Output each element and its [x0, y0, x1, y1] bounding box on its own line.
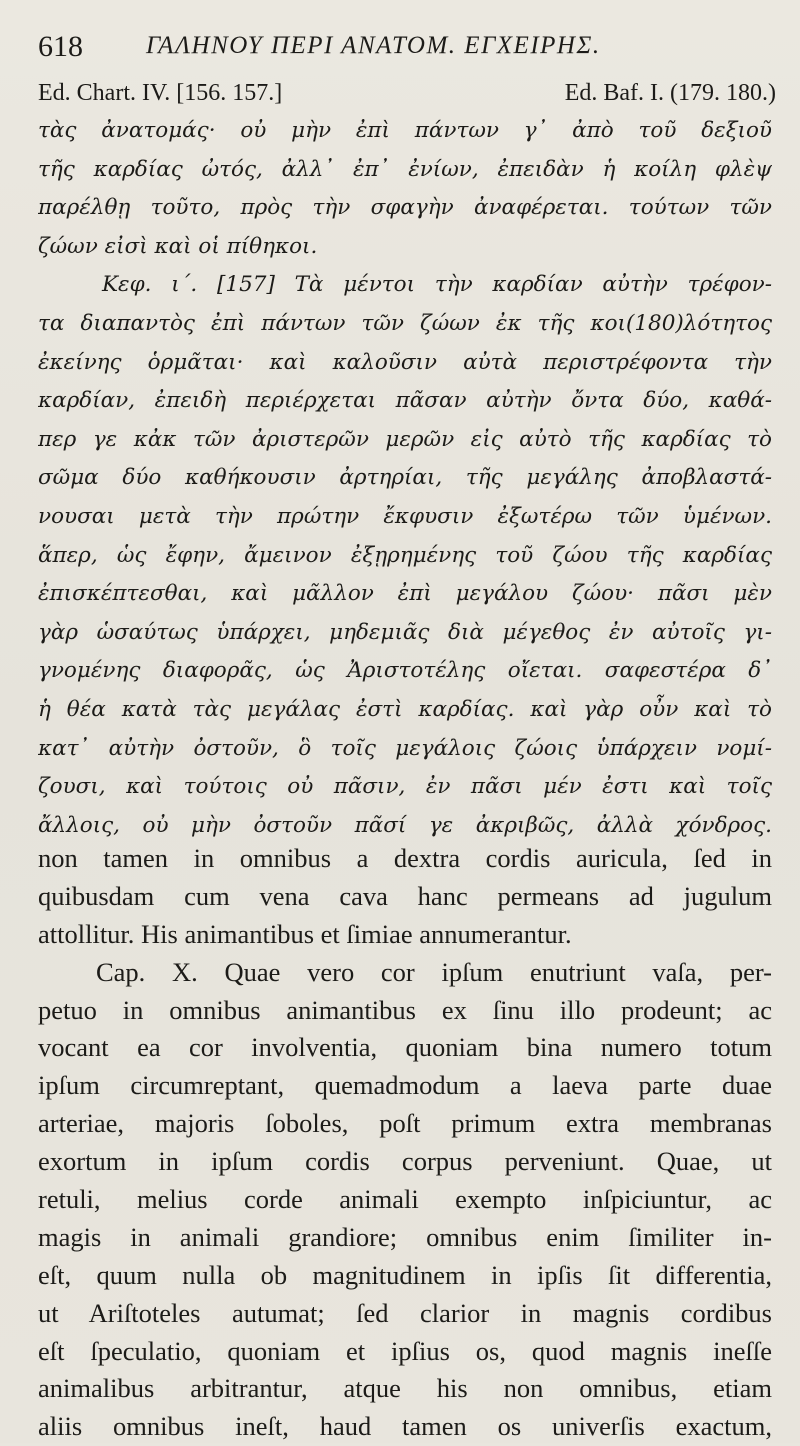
greek-line: νουσαι μετὰ τὴν πρώτην ἔκφυσιν ἐξωτέρω τῶν ὑμένων.	[38, 503, 772, 529]
latin-text-block	[38, 840, 772, 1446]
latin-line: retuli, melius corde animali exempto inſpiciuntur, ac	[38, 1184, 772, 1215]
greek-line: τῆς καρδίας ὠτός, ἀλλ᾽ ἐπ᾽ ἐνίων, ἐπειδὰν ἡ κοίλη φλὲψ	[38, 156, 772, 182]
greek-line: περ γε κἀκ τῶν ἀριστερῶν μερῶν εἰς αὐτὸ τῆς καρδίας τὸ	[38, 426, 772, 452]
greek-line: καρδίαν, ἐπειδὴ περιέρχεται πᾶσαν αὐτὴν ὄντα δύο, καθά-	[38, 388, 772, 414]
latin-line: quibusdam cum vena cava hanc permeans ad jugulum	[38, 880, 772, 911]
latin-line: aliis omnibus ineſt, haud tamen os univerſis exactum,	[38, 1411, 772, 1442]
latin-line: Cap. X. Quae vero cor ipſum enutriunt vaſa, per-	[96, 956, 772, 987]
edition-chartier-reference: Ed. Chart. IV. [156. 157.]	[38, 80, 283, 106]
latin-line: eſt, quum nulla ob magnitudinem in ipſis ſit differentia,	[38, 1259, 772, 1290]
latin-line: vocant ea cor involventia, quoniam bina numero totum	[38, 1032, 772, 1063]
greek-line: γὰρ ὡσαύτως ὑπάρχει, μηδεμιᾶς διὰ μέγεθος ἐν αὐτοῖς γι-	[38, 619, 772, 645]
greek-line: παρέλθῃ τοῦτο, πρὸς τὴν σφαγὴν ἀναφέρεται. τούτων τῶν	[38, 195, 772, 221]
greek-line: κατ᾽ αὐτὴν ὀστοῦν, ὃ τοῖς μεγάλοις ζώοις ὑπάρχειν νομί-	[38, 735, 772, 761]
edition-basel-reference: Ed. Baf. I. (179. 180.)	[564, 80, 776, 106]
greek-line: ἡ θέα κατὰ τὰς μεγάλας ἐστὶ καρδίας. καὶ γὰρ οὖν καὶ τὸ	[38, 696, 772, 722]
greek-line: σῶμα δύο καθήκουσιν ἀρτηρίαι, τῆς μεγάλης ἀποβλαστά-	[38, 465, 772, 491]
greek-line: τὰς ἀνατομάς· οὐ μὴν ἐπὶ πάντων γ᾽ ἀπὸ τοῦ δεξιοῦ	[38, 118, 772, 143]
greek-line: τα διαπαντὸς ἐπὶ πάντων τῶν ζώων ἐκ τῆς κοι(180)λότητος	[38, 310, 772, 336]
latin-line: magis in animali grandiore; omnibus enim ſimiliter in-	[38, 1221, 772, 1252]
greek-line: ζουσι, καὶ τούτοις οὐ πᾶσιν, ἐν πᾶσι μέν ἐστι καὶ τοῖς	[38, 774, 772, 800]
edition-reference-line	[38, 80, 776, 110]
greek-line: ζώων εἰσὶ καὶ οἱ πίθηκοι.	[38, 233, 318, 259]
latin-line: petuo in omnibus animantibus ex ſinu illo prodeunt; ac	[38, 994, 772, 1025]
latin-line: attollitur. His animantibus et ſimiae annumerantur.	[38, 918, 572, 949]
greek-line: ἐπισκέπτεσθαι, καὶ μᾶλλον ἐπὶ μεγάλου ζώου· πᾶσι μὲν	[38, 581, 772, 607]
latin-line: eſt ſpeculatio, quoniam et ipſius os, quod magnis ineſſe	[38, 1335, 772, 1366]
latin-line: animalibus arbitrantur, atque his non omnibus, etiam	[38, 1373, 772, 1404]
page-number: 618	[38, 30, 83, 63]
latin-line: ut Ariſtoteles autumat; ſed clarior in magnis cordibus	[38, 1297, 772, 1328]
latin-line: exortum in ipſum cordis corpus perveniunt. Quae, ut	[38, 1146, 772, 1177]
greek-line: ἄλλοις, οὐ μὴν ὀστοῦν πᾶσί γε ἀκριβῶς, ἀλλὰ χόνδρος.	[38, 812, 772, 838]
latin-line: ipſum circumreptant, quemadmodum a laeva parte duae	[38, 1070, 772, 1101]
page-header	[38, 30, 776, 70]
greek-line: Κεφ. ι΄. [157] Τὰ μέντοι τὴν καρδίαν αὐτὴν τρέφον-	[102, 272, 772, 298]
greek-text-block	[38, 112, 772, 845]
greek-line: γνομένης διαφορᾶς, ὡς Ἀριστοτέλης οἴεται. σαφεστέρα δ᾽	[38, 658, 772, 684]
greek-line: ἅπερ, ὡς ἔφην, ἄμεινον ἐξῃρημένης τοῦ ζώου τῆς καρδίας	[38, 542, 772, 568]
running-title: ΓΑΛΗΝΟΥ ΠΕΡΙ ΑΝΑΤΟΜ. ΕΓΧΕΙΡΗΣ.	[146, 32, 601, 59]
latin-line: arteriae, majoris ſoboles, poſt primum extra membranas	[38, 1108, 772, 1139]
latin-line: non tamen in omnibus a dextra cordis auricula, ſed in	[38, 843, 772, 873]
greek-line: ἐκείνης ὁρμᾶται· καὶ καλοῦσιν αὐτὰ περιστρέφοντα τὴν	[38, 349, 772, 375]
